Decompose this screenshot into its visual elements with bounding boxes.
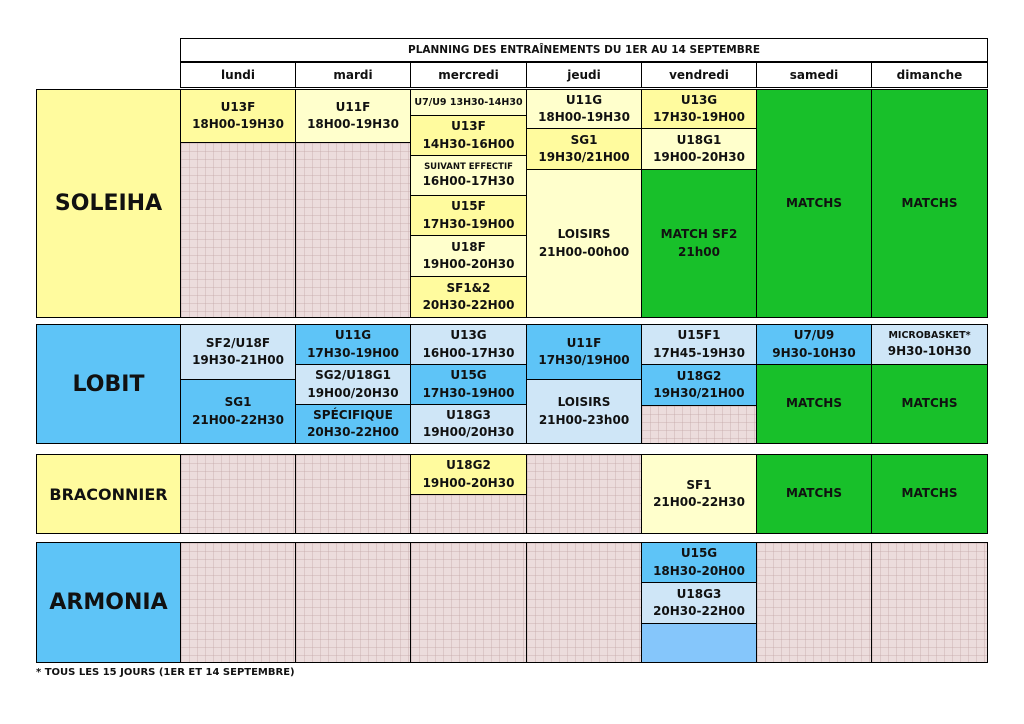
session-time: 19H00/20H30 [307, 385, 399, 400]
session-time: 18H00-19H30 [538, 110, 630, 124]
empty-slot [641, 405, 757, 444]
session-time: 21H00-23h00 [538, 412, 630, 427]
session-group: U18G2 [676, 368, 722, 383]
session-time: 17H30-19H00 [307, 345, 399, 360]
session-time: 9H30-10H30 [772, 345, 856, 360]
session-cell [526, 379, 642, 444]
session-group: U18G2 [446, 458, 491, 473]
session-group: U15F1 [677, 328, 721, 343]
venue-braconnier: BRACONNIER [36, 454, 181, 534]
day-header-vendredi: vendredi [641, 62, 757, 88]
session-time: 19H00-20H30 [653, 150, 745, 164]
empty-slot [295, 454, 411, 534]
session-cell [641, 364, 757, 406]
venue-armonia: ARMONIA [36, 542, 181, 663]
session-group: U15G [450, 368, 487, 383]
session-cell [641, 582, 757, 624]
session-group: MATCHS [901, 195, 958, 210]
match-cell [871, 364, 988, 444]
footnote: * TOUS LES 15 JOURS (1ER ET 14 SEPTEMBRE) [36, 667, 295, 678]
session-group: U13G [450, 328, 487, 343]
match-cell [756, 89, 872, 318]
session-time: 17H30-19H00 [422, 216, 515, 231]
session-group: U7/U9 13H30-14H30 [414, 96, 523, 108]
session-time: 19H30/21H00 [538, 150, 630, 164]
session-group: U11F [335, 99, 371, 114]
session-time: 21H00-00h00 [538, 244, 630, 259]
match-cell [871, 89, 988, 318]
session-group: SF2/U18F [205, 335, 271, 350]
session-group: MATCH SF2 [660, 227, 738, 242]
session-group: SG1 [570, 132, 598, 147]
session-cell [410, 454, 527, 495]
session-group: U18G1 [676, 132, 722, 147]
session-cell [410, 235, 527, 277]
session-cell [526, 128, 642, 170]
session-time: 21H00-22H30 [192, 412, 284, 427]
session-group: U11G [565, 92, 603, 107]
session-group: U15F [451, 199, 486, 214]
session-time: 20H30-22H00 [653, 604, 745, 618]
session-group: MATCHS [786, 396, 842, 411]
session-time: 19H00-20H30 [422, 475, 515, 490]
empty-slot [180, 142, 296, 318]
session-group: LOISIRS [557, 395, 611, 410]
match-cell [756, 454, 872, 534]
session-group: SF1&2 [446, 280, 491, 295]
match-cell [871, 454, 988, 534]
session-group: SPÉCIFIQUE [313, 407, 393, 422]
session-cell [871, 324, 988, 365]
session-time: 18H00-19H30 [307, 117, 399, 131]
session-time: 18H00-19H30 [192, 117, 284, 131]
empty-slot [295, 542, 411, 663]
session-cell [526, 169, 642, 318]
empty-slot [526, 454, 642, 534]
empty-slot [871, 542, 988, 663]
session-cell [295, 404, 411, 444]
session-group: MATCHS [901, 486, 958, 501]
empty-slot [756, 542, 872, 663]
session-cell [180, 89, 296, 143]
session-group: U13F [220, 99, 256, 114]
session-cell [180, 379, 296, 444]
session-group: SG2/U18G1 [315, 368, 391, 383]
session-cell [410, 89, 527, 116]
reserved-slot [641, 623, 757, 663]
session-group: MATCHS [786, 486, 842, 501]
empty-slot [180, 454, 296, 534]
session-time: 21H00-22H30 [653, 495, 745, 509]
session-group: LOISIRS [557, 227, 611, 242]
session-time: 19H00-20H30 [422, 257, 515, 271]
session-time: 17H30-19H00 [653, 110, 745, 124]
empty-slot [526, 542, 642, 663]
session-cell [410, 115, 527, 156]
session-time: 18H30-20H00 [653, 563, 745, 578]
session-cell [641, 454, 757, 534]
session-cell [180, 324, 296, 380]
session-time: 20H30-22H00 [422, 298, 515, 312]
session-group: SF1 [686, 477, 712, 492]
empty-slot [180, 542, 296, 663]
day-header-samedi: samedi [756, 62, 872, 88]
session-group: SG1 [224, 395, 252, 410]
session-cell [410, 195, 527, 236]
session-cell [641, 89, 757, 129]
session-group: MATCHS [901, 396, 958, 411]
session-time: 21h00 [678, 244, 720, 259]
session-cell [641, 324, 757, 365]
session-group: U15G [680, 546, 718, 561]
day-header-dimanche: dimanche [871, 62, 988, 88]
session-time: 16H00-17H30 [422, 345, 515, 360]
session-cell [410, 155, 527, 196]
session-cell [641, 128, 757, 170]
schedule-title: PLANNING DES ENTRAÎNEMENTS DU 1ER AU 14 SEPTEMBRE [180, 38, 988, 62]
session-cell [526, 89, 642, 129]
day-header-mercredi: mercredi [410, 62, 527, 88]
venue-lobit: LOBIT [36, 324, 181, 444]
day-header-lundi: lundi [180, 62, 296, 88]
session-cell [641, 169, 757, 318]
session-time: 19H00/20H30 [422, 425, 515, 439]
session-time: 17H45-19H30 [653, 345, 745, 360]
session-group: MICROBASKET* [888, 329, 971, 341]
session-cell [295, 89, 411, 143]
session-cell [641, 542, 757, 583]
session-group: U13F [451, 119, 486, 134]
session-cell [410, 364, 527, 405]
session-cell [526, 324, 642, 380]
empty-slot [410, 494, 527, 534]
session-group: U7/U9 [793, 328, 835, 343]
session-time: 14H30-16H00 [422, 136, 515, 151]
session-group: U18G3 [446, 407, 491, 422]
session-time: 16H00-17H30 [422, 173, 515, 188]
session-group: U18F [451, 239, 486, 254]
session-group: MATCHS [786, 195, 842, 210]
session-group: SUIVANT EFFECTIF [424, 161, 513, 172]
session-cell [410, 276, 527, 318]
session-group: U11F [566, 335, 602, 350]
session-time: 17H30-19H00 [422, 385, 515, 400]
session-cell [295, 364, 411, 405]
day-header-mardi: mardi [295, 62, 411, 88]
venue-soleiha: SOLEIHA [36, 89, 181, 318]
session-cell [756, 324, 872, 365]
session-time: 19H30/21H00 [653, 386, 745, 400]
session-time: 19H30-21H00 [192, 353, 284, 367]
session-time: 9H30-10H30 [887, 343, 972, 358]
session-cell [410, 404, 527, 444]
session-time: 20H30-22H00 [307, 425, 399, 439]
day-header-jeudi: jeudi [526, 62, 642, 88]
session-group: U18G3 [676, 586, 722, 601]
session-cell [410, 324, 527, 365]
match-cell [756, 364, 872, 444]
session-group: U11G [334, 328, 372, 343]
session-time: 17H30/19H00 [538, 353, 630, 367]
empty-slot [295, 142, 411, 318]
empty-slot [410, 542, 527, 663]
session-group: U13G [680, 92, 718, 107]
session-cell [295, 324, 411, 365]
